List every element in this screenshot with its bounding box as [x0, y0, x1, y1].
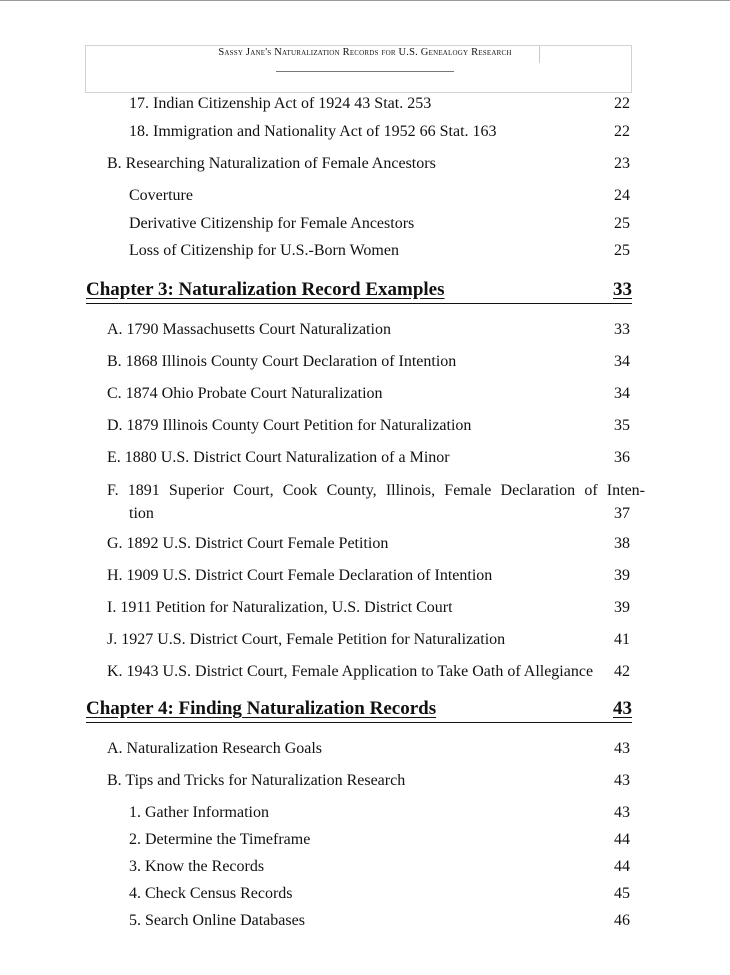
toc-entry-title: 18. Immigration and Nationality Act of 1952 66 Stat. 163: [129, 123, 497, 140]
toc-entry[interactable]: [0, 212, 730, 236]
toc-entry[interactable]: [0, 564, 730, 588]
toc-entry-page: 24: [614, 187, 630, 204]
toc-entry[interactable]: [0, 737, 730, 761]
toc-entry-title: 4. Check Census Records: [129, 885, 293, 902]
chapter-title: Chapter 4: Finding Naturalization Records: [86, 698, 437, 719]
toc-entry-title: 1. Gather Information: [129, 804, 269, 821]
toc-entry-page: 43: [614, 772, 630, 789]
toc-entry-title: B. 1868 Illinois County Court Declaration of Intention: [107, 353, 457, 370]
toc-entry-page: 42: [614, 663, 630, 680]
toc-entry-page: 43: [614, 804, 630, 821]
toc-entry-page: 25: [614, 215, 630, 232]
toc-entry[interactable]: [0, 532, 730, 556]
toc-entry-title: Derivative Citizenship for Female Ancestors: [129, 215, 415, 232]
toc-entry-page: 23: [614, 155, 630, 172]
toc-entry-page: 43: [614, 740, 630, 757]
toc-entry-page: 39: [614, 599, 630, 616]
toc-entry-title: Loss of Citizenship for U.S.-Born Women: [129, 242, 399, 259]
toc-entry[interactable]: [0, 414, 730, 438]
toc-entry-page: 36: [614, 449, 630, 466]
toc-entry-title: C. 1874 Ohio Probate Court Naturalization: [107, 385, 383, 402]
chapter-page: 43: [613, 698, 632, 719]
toc-entry-title: A. Naturalization Research Goals: [107, 740, 323, 757]
toc-entry-title: K. 1943 U.S. District Court, Female Application to Take Oath of Allegiance: [107, 663, 594, 680]
header-title: Sassy Jane's Naturalization Records for U.S. Genealogy Research: [218, 47, 512, 58]
toc-entry-wrapped[interactable]: [0, 479, 730, 527]
toc-entry-title: J. 1927 U.S. District Court, Female Petition for Naturalization: [107, 631, 506, 648]
toc-entry[interactable]: [0, 909, 730, 933]
toc-entry[interactable]: [0, 92, 730, 116]
header-underline: [276, 71, 454, 72]
chapter-page: 33: [613, 279, 632, 300]
toc-entry-title: B. Researching Naturalization of Female Ancestors: [107, 155, 436, 172]
toc-entry[interactable]: [0, 596, 730, 620]
toc-entry-page: 44: [614, 858, 630, 875]
toc-entry[interactable]: [0, 660, 730, 684]
toc-entry-page: 37: [614, 505, 630, 522]
toc-entry-page: 34: [614, 385, 630, 402]
toc-entry-title: A. 1790 Massachusetts Court Naturalization: [107, 321, 391, 338]
toc-entry[interactable]: [0, 382, 730, 406]
toc-entry[interactable]: [0, 882, 730, 906]
toc-entry[interactable]: [0, 855, 730, 879]
chapter-title: Chapter 3: Naturalization Record Examples: [86, 279, 445, 300]
toc-entry-page: 25: [614, 242, 630, 259]
toc-entry-title: 5. Search Online Databases: [129, 912, 305, 929]
toc-entry-title: B. Tips and Tricks for Naturalization Research: [107, 772, 406, 789]
toc-entry[interactable]: [0, 120, 730, 144]
toc-entry-page: 39: [614, 567, 630, 584]
toc-entry-page: 41: [614, 631, 630, 648]
toc-entry[interactable]: [0, 152, 730, 176]
toc-entry[interactable]: [0, 828, 730, 852]
toc-entry[interactable]: [0, 239, 730, 263]
toc-entry-page: 35: [614, 417, 630, 434]
toc-entry[interactable]: [0, 628, 730, 652]
toc-entry-title: Coverture: [129, 187, 193, 204]
toc-entry-title: G. 1892 U.S. District Court Female Petition: [107, 535, 389, 552]
toc-entry[interactable]: [0, 318, 730, 342]
toc-entry[interactable]: [0, 446, 730, 470]
toc-entry-page: 22: [614, 95, 630, 112]
toc-entry-title: I. 1911 Petition for Naturalization, U.S. District Court: [107, 599, 453, 616]
toc-entry[interactable]: [0, 350, 730, 374]
toc-entry-title: D. 1879 Illinois County Court Petition for Naturalization: [107, 417, 472, 434]
toc-entry-page: 34: [614, 353, 630, 370]
toc-entry-title: E. 1880 U.S. District Court Naturalization of a Minor: [107, 449, 450, 466]
chapter-3-heading[interactable]: [86, 278, 632, 304]
toc-entry[interactable]: [0, 801, 730, 825]
toc-entry-page: 45: [614, 885, 630, 902]
toc-entry-page: 46: [614, 912, 630, 929]
toc-entry-title-line1: F. 1891 Superior Court, Cook County, Illinois, Female Declaration of Inten-: [107, 482, 645, 499]
toc-entry-title-line2: tion: [129, 505, 154, 522]
toc-entry-page: 33: [614, 321, 630, 338]
toc-entry-title: 3. Know the Records: [129, 858, 265, 875]
chapter-4-heading[interactable]: [86, 697, 632, 723]
toc-entry-title: H. 1909 U.S. District Court Female Declaration of Intention: [107, 567, 493, 584]
toc-entry-title: 2. Determine the Timeframe: [129, 831, 311, 848]
toc-entry[interactable]: [0, 184, 730, 208]
toc-entry[interactable]: [0, 769, 730, 793]
toc-entry-page: 22: [614, 123, 630, 140]
top-rule: [0, 0, 730, 1]
toc-entry-page: 38: [614, 535, 630, 552]
toc-entry-title: 17. Indian Citizenship Act of 1924 43 Stat. 253: [129, 95, 432, 112]
toc-entry-page: 44: [614, 831, 630, 848]
